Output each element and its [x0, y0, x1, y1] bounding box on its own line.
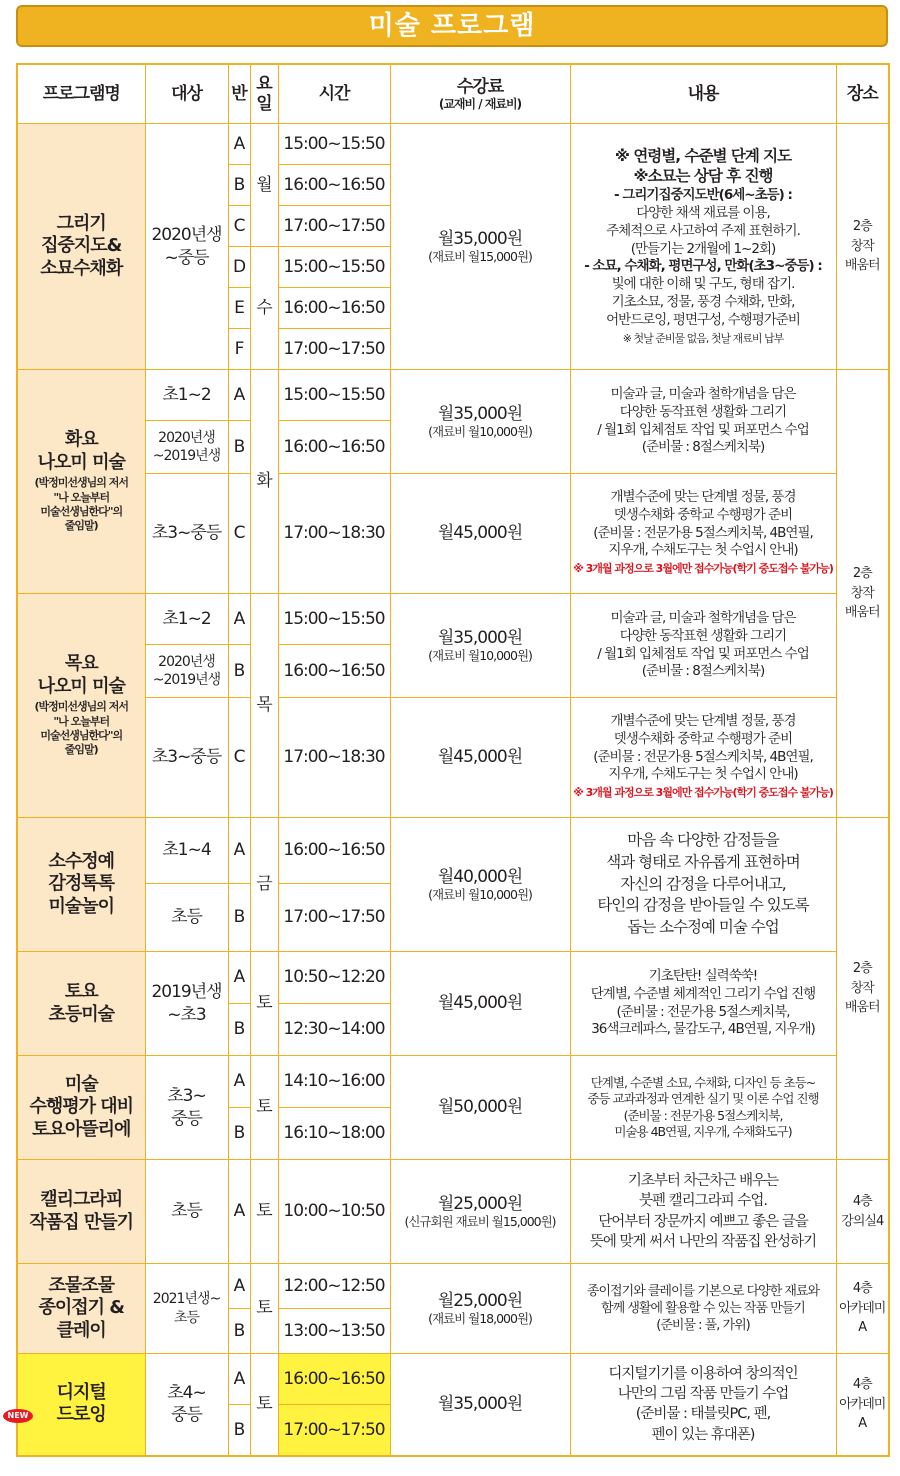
time-cell: 14:10~16:00 — [278, 1056, 390, 1108]
program-name: 캘리그라피 작품집 만들기 — [17, 1160, 145, 1264]
table-row — [17, 698, 889, 818]
ban-cell: A — [228, 1354, 250, 1405]
header-day: 요일 — [250, 64, 278, 124]
header-ban: 반 — [228, 64, 250, 124]
time-cell: 12:30~14:00 — [278, 1004, 390, 1056]
time-cell: 16:00~16:50 — [278, 1354, 390, 1405]
content-cell: 마음 속 다양한 감정들을 색과 형태로 자유롭게 표현하며 자신의 감정을 다루어내고, 타인의 감정을 받아들일 수 있도록 돕는 소수정예 미술 수업 — [570, 818, 836, 952]
place-cell: 2층 창작 배움터 — [836, 818, 889, 1160]
time-cell: 17:00~17:50 — [278, 884, 390, 952]
ban-cell: A — [228, 1056, 250, 1108]
ban-cell: B — [228, 1309, 250, 1354]
ban-cell: A — [228, 1264, 250, 1309]
fee-cell: 월35,000원 — [390, 1354, 570, 1456]
ban-cell: C — [228, 474, 250, 594]
place-cell: 2층 창작 배움터 — [836, 370, 889, 818]
place-cell: 4층 아카데미A — [836, 1354, 889, 1456]
place-cell: 2층 창작 배움터 — [836, 124, 889, 370]
fee-cell: 월45,000원 — [390, 698, 570, 818]
table-row — [17, 952, 889, 1004]
program-target: 초3~중등 — [145, 698, 228, 818]
fee-cell: 월40,000원 (재료비 월10,000원) — [390, 818, 570, 952]
ban-cell: A — [228, 952, 250, 1004]
program-name: 화요 나오미 미술 (박정미선생님의 저서 "나 오늘부터 미술선생님한다"의 줄임말) — [17, 370, 145, 594]
table-row — [17, 124, 889, 165]
program-target: 초1~4 — [145, 818, 228, 884]
time-cell: 15:00~15:50 — [278, 370, 390, 421]
program-target: 2020년생~2019년생 — [145, 645, 228, 698]
program-name: 그리기 집중지도& 소묘수채화 — [17, 124, 145, 370]
ban-cell: A — [228, 370, 250, 421]
program-name: 소수정예 감정톡톡 미술놀이 — [17, 818, 145, 952]
program-target: 2021년생~ 초등 — [145, 1264, 228, 1354]
fee-cell: 월35,000원 (재료비 월10,000원) — [390, 594, 570, 698]
ban-cell: B — [228, 645, 250, 698]
ban-cell: B — [228, 421, 250, 474]
program-target: 2020년생 ~중등 — [145, 124, 228, 370]
ban-cell: F — [228, 329, 250, 370]
time-cell: 16:00~16:50 — [278, 165, 390, 206]
content-cell: 기초부터 차근차근 배우는 붓펜 캘리그라피 수업. 단어부터 장문까지 예쁘고 좋은 글을 뜻에 맞게 써서 나만의 작품집 완성하기 — [570, 1160, 836, 1264]
day-cell: 월 — [250, 124, 278, 247]
time-cell: 13:00~13:50 — [278, 1309, 390, 1354]
fee-cell: 월50,000원 — [390, 1056, 570, 1160]
time-cell: 16:10~18:00 — [278, 1108, 390, 1160]
time-cell: 17:00~17:50 — [278, 1405, 390, 1456]
program-name: 미술 수행평가 대비 토요아뜰리에 — [17, 1056, 145, 1160]
program-target: 초등 — [145, 884, 228, 952]
program-name: 디지털 드로잉 — [17, 1354, 145, 1456]
day-cell: 토 — [250, 1160, 278, 1264]
time-cell: 12:00~12:50 — [278, 1264, 390, 1309]
ban-cell: D — [228, 247, 250, 288]
time-cell: 16:00~16:50 — [278, 645, 390, 698]
page-title: 미술 프로그램 — [16, 5, 888, 47]
content-cell: 단계별, 수준별 소묘, 수채화, 디자인 등 초등~ 중등 교과과정과 연계한 실기 및 이론 수업 진행 (준비물 : 전문가용 5절스케치북, 미술용 4B연필, 지우개, 수채화도구) — [570, 1056, 836, 1160]
content-cell: 디지털기기를 이용하여 창의적인 나만의 그림 작품 만들기 수업 (준비물 : 태블릿PC, 펜, 펜이 있는 휴대폰) — [570, 1354, 836, 1456]
table-row — [17, 1354, 889, 1405]
content-cell: 기초탄탄! 실력쑥쑥! 단계별, 수준별 체계적인 그리기 수업 진행 (준비물 : 전문가용 5절스케치북, 36색크레파스, 물감도구, 4B연필, 지우개) — [570, 952, 836, 1056]
place-cell: 4층 강의실4 — [836, 1160, 889, 1264]
content-cell: ※ 연령별, 수준별 단계 지도 ※소묘는 상담 후 진행 - 그리기집중지도반(6세~초등) : 다양한 채색 재료를 이용, 주체적으로 사고하여 주제 표현하기. (만들기는 2개월에 1~2회) - 소묘, 수채화, 평면구성, 만화(초3~중등) : 빛에 대한 이해 및 구도, 형태 잡기. 기초소묘, 정물, 풍경 수채화, 만화, 어반드로잉, 평면구성, 수행평가준비 ※ 첫날 준비물 없음, 첫날 재료비 납부 — [570, 124, 836, 370]
ban-cell: B — [228, 1004, 250, 1056]
table-row — [17, 1056, 889, 1108]
table-row — [17, 474, 889, 594]
day-cell: 화 — [250, 370, 278, 594]
time-cell: 16:00~16:50 — [278, 818, 390, 884]
ban-cell: A — [228, 1160, 250, 1264]
ban-cell: A — [228, 818, 250, 884]
ban-cell: A — [228, 594, 250, 645]
day-cell: 토 — [250, 1354, 278, 1456]
ban-cell: E — [228, 288, 250, 329]
ban-cell: C — [228, 206, 250, 247]
ban-cell: C — [228, 698, 250, 818]
ban-cell: B — [228, 165, 250, 206]
table-row — [17, 370, 889, 421]
program-target: 초1~2 — [145, 594, 228, 645]
fee-cell: 월35,000원 (재료비 월15,000원) — [390, 124, 570, 370]
header-target: 대상 — [145, 64, 228, 124]
content-cell: 미술과 글, 미술과 철학개념을 담은 다양한 동작표현 생활화 그리기 / 월1회 입체점토 작업 및 퍼포먼스 수업 (준비물 : 8절스케치북) — [570, 370, 836, 474]
fee-cell: 월45,000원 — [390, 952, 570, 1056]
header-time: 시간 — [278, 64, 390, 124]
ban-cell: B — [228, 1108, 250, 1160]
day-cell: 토 — [250, 1056, 278, 1160]
fee-cell: 월45,000원 — [390, 474, 570, 594]
fee-cell: 월35,000원 (재료비 월10,000원) — [390, 370, 570, 474]
ban-cell: B — [228, 1405, 250, 1456]
day-cell: 수 — [250, 247, 278, 370]
ban-cell: B — [228, 884, 250, 952]
program-target: 초3~ 중등 — [145, 1056, 228, 1160]
header-content: 내용 — [570, 64, 836, 124]
table-row — [17, 818, 889, 884]
fee-cell: 월25,000원 (재료비 월18,000원) — [390, 1264, 570, 1354]
day-cell: 금 — [250, 818, 278, 952]
time-cell: 17:00~17:50 — [278, 206, 390, 247]
day-cell: 토 — [250, 1264, 278, 1354]
program-name: 목요 나오미 미술 (박정미선생님의 저서 "나 오늘부터 미술선생님한다"의 줄임말) — [17, 594, 145, 818]
content-cell: 개별수준에 맞는 단계별 정물, 풍경 뎃생수채화 중학교 수행평가 준비 (준비물 : 전문가용 5절스케치북, 4B연필, 지우개, 수채도구는 첫 수업시 안내) ※ 3개월 과정으로 3월에만 접수가능(학기 중도접수 불가능) — [570, 698, 836, 818]
new-badge: NEW — [3, 1409, 33, 1423]
program-target: 2019년생 ~초3 — [145, 952, 228, 1056]
time-cell: 17:00~17:50 — [278, 329, 390, 370]
table-row — [17, 1160, 889, 1264]
header-fee: 수강료 (교재비 / 재료비) — [390, 64, 570, 124]
time-cell: 10:00~10:50 — [278, 1160, 390, 1264]
table-row — [17, 1264, 889, 1309]
program-target: 초1~2 — [145, 370, 228, 421]
header-name: 프로그램명 — [17, 64, 145, 124]
time-cell: 17:00~18:30 — [278, 698, 390, 818]
program-target: 2020년생~2019년생 — [145, 421, 228, 474]
content-cell: 미술과 글, 미술과 철학개념을 담은 다양한 동작표현 생활화 그리기 / 월1회 입체점토 작업 및 퍼포먼스 수업 (준비물 : 8절스케치북) — [570, 594, 836, 698]
day-cell: 목 — [250, 594, 278, 818]
place-cell: 4층 아카데미A — [836, 1264, 889, 1354]
table-row — [17, 594, 889, 645]
time-cell: 16:00~16:50 — [278, 288, 390, 329]
program-name: 조물조물 종이접기 & 클레이 — [17, 1264, 145, 1354]
time-cell: 15:00~15:50 — [278, 594, 390, 645]
ban-cell: A — [228, 124, 250, 165]
content-cell: 개별수준에 맞는 단계별 정물, 풍경 뎃생수채화 중학교 수행평가 준비 (준비물 : 전문가용 5절스케치북, 4B연필, 지우개, 수채도구는 첫 수업시 안내) ※ 3개월 과정으로 3월에만 접수가능(학기 중도접수 불가능) — [570, 474, 836, 594]
fee-cell: 월25,000원 (신규회원 재료비 월15,000원) — [390, 1160, 570, 1264]
time-cell: 16:00~16:50 — [278, 421, 390, 474]
program-name: 토요 초등미술 — [17, 952, 145, 1056]
program-target: 초3~중등 — [145, 474, 228, 594]
time-cell: 15:00~15:50 — [278, 247, 390, 288]
time-cell: 17:00~18:30 — [278, 474, 390, 594]
program-target: 초등 — [145, 1160, 228, 1264]
day-cell: 토 — [250, 952, 278, 1056]
program-target: 초4~ 중등 — [145, 1354, 228, 1456]
header-row — [17, 64, 889, 124]
program-table — [16, 63, 890, 1457]
header-place: 장소 — [836, 64, 889, 124]
time-cell: 15:00~15:50 — [278, 124, 390, 165]
time-cell: 10:50~12:20 — [278, 952, 390, 1004]
content-cell: 종이접기와 클레이를 기본으로 다양한 재료와 함께 생활에 활용할 수 있는 작품 만들기 (준비물 : 풀, 가위) — [570, 1264, 836, 1354]
